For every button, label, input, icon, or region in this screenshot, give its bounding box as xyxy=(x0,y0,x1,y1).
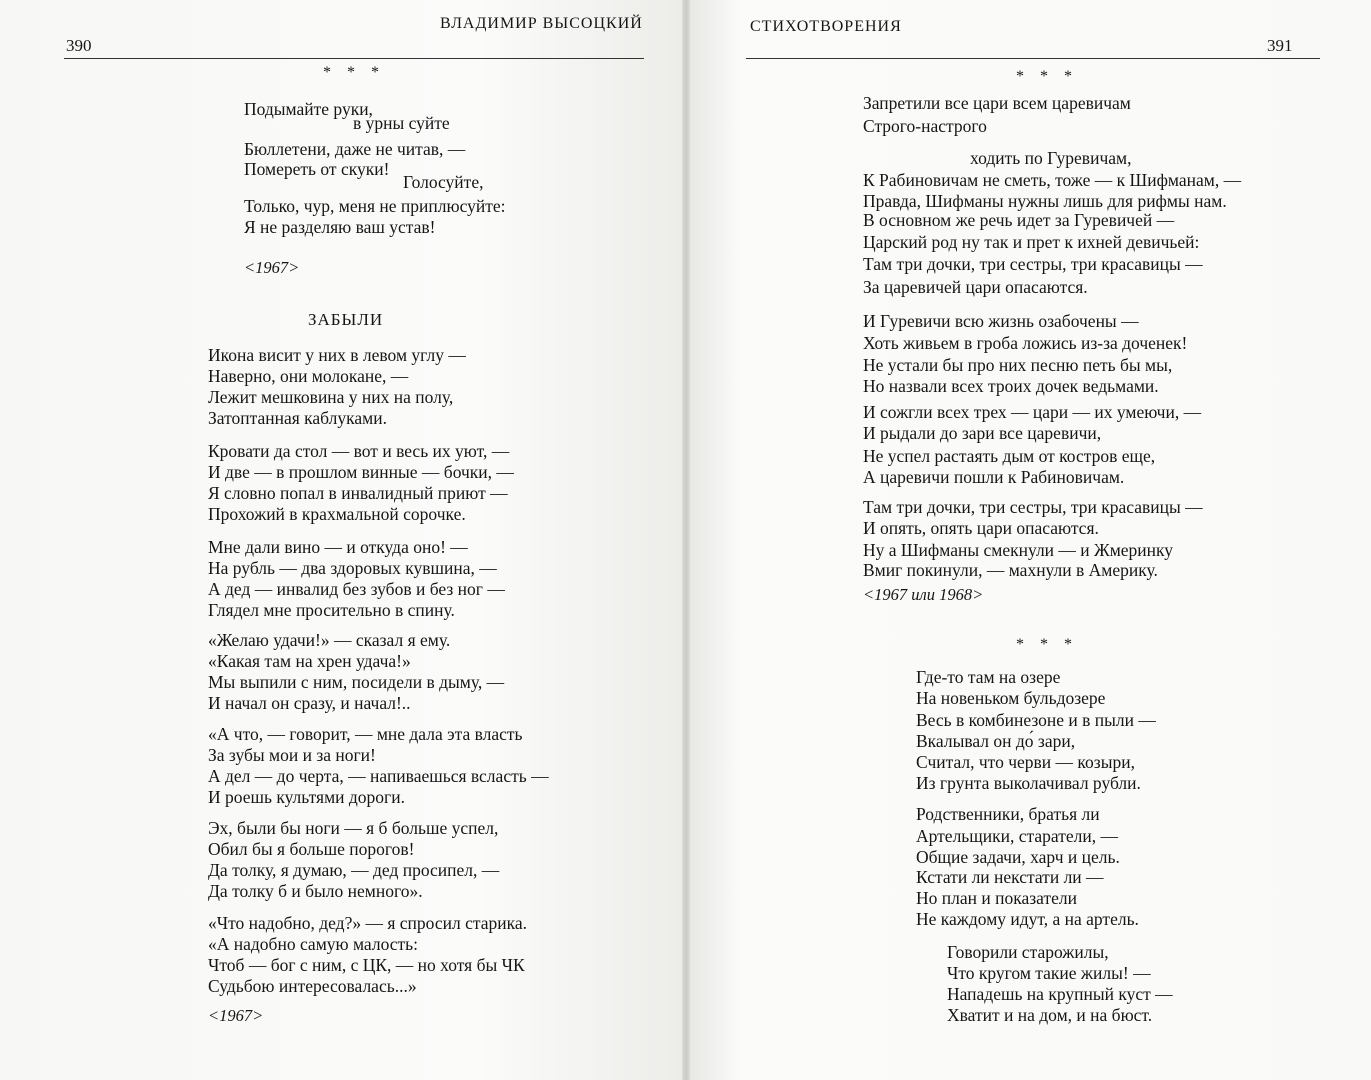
poem3-line: ходить по Гуревичам, xyxy=(970,148,1132,168)
poem3-line: И рыдали до зари все царевичи, xyxy=(863,423,1102,443)
poem3-separator: * * * xyxy=(1016,68,1078,85)
poem2-line: «А надобно самую малость: xyxy=(208,934,419,954)
running-head-author: ВЛАДИМИР ВЫСОЦКИЙ xyxy=(440,15,643,32)
poem4-line: Родственники, братья ли xyxy=(916,804,1100,824)
header-rule-left xyxy=(64,58,644,59)
poem2-line: Затоптанная каблуками. xyxy=(208,408,387,428)
right-page xyxy=(686,0,1371,1080)
poem3-line: В основном же речь идет за Гуревичей — xyxy=(863,210,1175,230)
poem1-line: Подымайте руки, xyxy=(244,99,373,119)
poem2-line: Чтоб — бог с ним, с ЦК, — но хотя бы ЧК xyxy=(208,955,525,975)
poem3-line: Царский род ну так и прет к ихней девичьей: xyxy=(863,232,1200,252)
book-spine-gutter xyxy=(682,0,690,1080)
poem2-line: «Какая там на хрен удача!» xyxy=(208,651,411,671)
poem3-line: И опять, опять цари опасаются. xyxy=(863,518,1099,538)
poem1-date: <1967> xyxy=(244,258,300,277)
poem2-line: На рубль — два здоровых кувшина, — xyxy=(208,558,497,578)
poem4-line: Не каждому идут, а на артель. xyxy=(916,909,1139,929)
poem1-line: Только, чур, меня не приплюсуйте: xyxy=(244,196,506,216)
poem2-line: Лежит мешковина у них на полу, xyxy=(208,387,454,407)
poem3-line: Запретили все цари всем царевичам xyxy=(863,93,1131,113)
poem4-line: Кстати ли некстати ли — xyxy=(916,867,1104,887)
poem2-line: Мы выпили с ним, посидели в дыму, — xyxy=(208,672,505,692)
poem4-line: Из грунта выколачивал рубли. xyxy=(916,773,1141,793)
poem2-line: «Желаю удачи!» — сказал я ему. xyxy=(208,630,451,650)
poem4-line: Что кругом такие жилы! — xyxy=(947,963,1151,983)
poem4-line: Артельщики, старатели, — xyxy=(916,826,1118,846)
page-number-left: 390 xyxy=(66,36,92,55)
poem4-line: Весь в комбинезоне и в пыли — xyxy=(916,710,1156,730)
poem3-line: Вмиг покинули, — махнули в Америку. xyxy=(863,560,1158,580)
poem3-line: К Рабиновичам не сметь, тоже — к Шифманам, — xyxy=(863,170,1242,190)
poem1-line: Я не разделяю ваш устав! xyxy=(244,217,436,237)
poem3-line: А царевичи пошли к Рабиновичам. xyxy=(863,467,1125,487)
poem1-separator: * * * xyxy=(323,64,385,81)
poem3-line: За царевичей цари опасаются. xyxy=(863,277,1088,297)
poem2-line: Икона висит у них в левом углу — xyxy=(208,345,466,365)
poem4-line: Общие задачи, харч и цель. xyxy=(916,847,1120,867)
poem4-line: На новеньком бульдозере xyxy=(916,688,1106,708)
poem2-line: И роешь культями дороги. xyxy=(208,787,405,807)
poem2-line: Я словно попал в инвалидный приют — xyxy=(208,483,508,503)
poem2-line: Мне дали вино — и откуда оно! — xyxy=(208,537,468,557)
poem4-line: Но план и показатели xyxy=(916,888,1077,908)
running-head-title: СТИХОТВОРЕНИЯ xyxy=(750,18,902,35)
poem3-line: Не устали бы про них песню петь бы мы, xyxy=(863,355,1173,375)
poem3-line: Не успел растаять дым от костров еще, xyxy=(863,446,1156,466)
poem1-line: Бюллетени, даже не читав, — xyxy=(244,139,466,159)
poem2-line: Обил бы я больше порогов! xyxy=(208,839,415,859)
poem2-line: «А что, — говорит, — мне дала эта власть xyxy=(208,724,523,744)
poem4-line: Считал, что черви — козыри, xyxy=(916,752,1135,772)
poem2-line: За зубы мои и за ноги! xyxy=(208,745,376,765)
poem2-line: Глядел мне просительно в спину. xyxy=(208,600,455,620)
poem2-line: «Что надобно, дед?» — я спросил старика. xyxy=(208,913,527,933)
poem3-line: И сожгли всех трех — цари — их умеючи, — xyxy=(863,402,1202,422)
poem3-line: Строго-настрого xyxy=(863,116,987,136)
poem4-line: Вкалывал он до́ зари, xyxy=(916,731,1076,751)
poem1-line: в урны суйте xyxy=(353,113,450,133)
poem2-line: Да толку б и было немного». xyxy=(208,881,423,901)
poem4-line: Хватит и на дом, и на бюст. xyxy=(947,1005,1153,1025)
page-number-right: 391 xyxy=(1267,36,1293,55)
poem2-title: ЗАБЫЛИ xyxy=(308,310,384,329)
poem2-line: Прохожий в крахмальной сорочке. xyxy=(208,504,466,524)
header-rule-right xyxy=(746,58,1320,59)
poem2-line: А дед — инвалид без зубов и без ног — xyxy=(208,579,505,599)
poem2-line: И две — в прошлом винные — бочки, — xyxy=(208,462,514,482)
poem2-line: Кровати да стол — вот и весь их уют, — xyxy=(208,441,510,461)
poem2-line: Наверно, они молокане, — xyxy=(208,366,409,386)
poem3-line: Там три дочки, три сестры, три красавицы — xyxy=(863,254,1203,274)
poem3-line: Ну а Шифманы смекнули — и Жмеринку xyxy=(863,540,1174,560)
poem1-line: Голосуйте, xyxy=(403,172,484,192)
poem2-line: А дел — до черта, — напиваешься всласть — xyxy=(208,766,549,786)
poem2-line: Эх, были бы ноги — я б больше успел, xyxy=(208,818,499,838)
poem2-date: <1967> xyxy=(208,1006,264,1025)
poem3-line: Там три дочки, три сестры, три красавицы — xyxy=(863,497,1203,517)
poem4-line: Где-то там на озере xyxy=(916,667,1061,687)
poem3-line: Правда, Шифманы нужны лишь для рифмы нам. xyxy=(863,191,1227,211)
poem4-line: Нападешь на крупный куст — xyxy=(947,984,1173,1004)
poem2-line: Судьбою интересовалась...» xyxy=(208,976,417,996)
poem2-line: Да толку, я думаю, — дед просипел, — xyxy=(208,860,500,880)
poem3-date: <1967 или 1968> xyxy=(863,585,984,604)
poem2-line: И начал он сразу, и начал!.. xyxy=(208,693,411,713)
poem3-line: Но назвали всех троих дочек ведьмами. xyxy=(863,376,1159,396)
poem3-line: И Гуревичи всю жизнь озабочены — xyxy=(863,311,1139,331)
poem3-line: Хоть живьем в гроба ложись из-за доченек! xyxy=(863,333,1188,353)
poem4-line: Говорили старожилы, xyxy=(947,942,1109,962)
poem4-separator: * * * xyxy=(1016,636,1078,653)
poem1-line: Помереть от скуки! xyxy=(244,159,390,179)
